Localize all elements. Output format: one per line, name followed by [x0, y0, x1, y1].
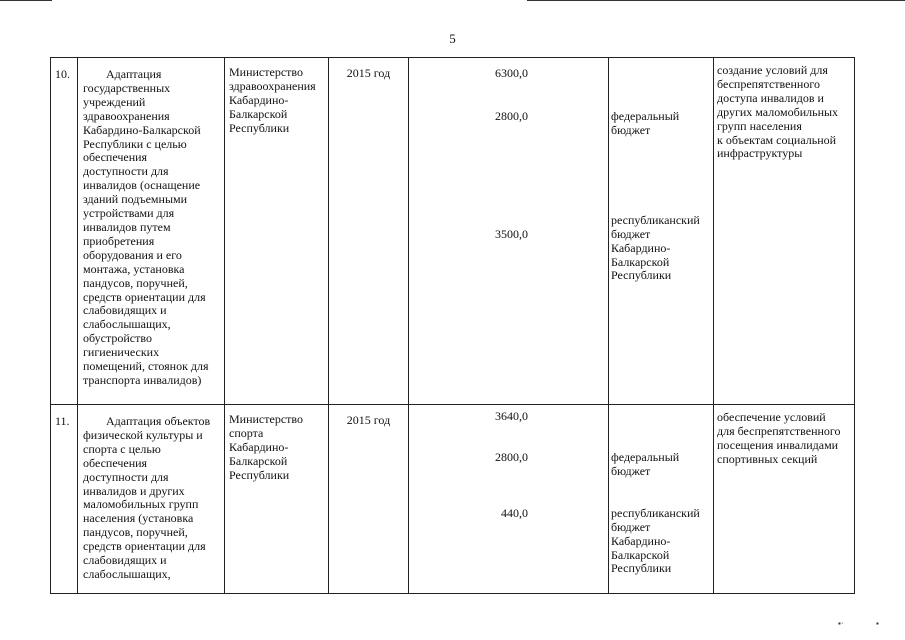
- text-line: пандусов, поручней,: [83, 525, 188, 540]
- activity-description: [78, 405, 225, 594]
- activities-table: [50, 57, 855, 594]
- text-line: спортивных секций: [717, 451, 818, 466]
- text-line: Балкарской: [229, 106, 288, 121]
- text-line: Адаптация объектов: [106, 414, 211, 428]
- amount-federal: 2800,0: [495, 449, 528, 464]
- text-line: федеральный: [611, 450, 680, 464]
- amount-federal: 2800,0: [495, 108, 528, 123]
- funding-amounts: [409, 405, 609, 594]
- text-line: бюджет: [611, 519, 651, 534]
- responsible-organization: [225, 405, 329, 594]
- text-line: Балкарской: [611, 547, 670, 562]
- funding-sources: [609, 405, 714, 594]
- text-line: бюджет: [611, 122, 651, 137]
- text-line: пандусов, поручней,: [83, 275, 188, 290]
- scan-artifact-line-left: [0, 0, 52, 1]
- text-line: для беспрепятственного: [717, 423, 841, 438]
- implementation-year: 2015 год: [329, 58, 409, 405]
- funding-amounts: [409, 58, 609, 405]
- text-line: физической культуры и: [83, 427, 203, 442]
- row-number: 11.: [51, 405, 78, 594]
- text-line: обеспечение условий: [717, 410, 826, 424]
- text-line: Министерство: [229, 412, 303, 426]
- text-line: оборудования и его: [83, 247, 182, 262]
- text-line: Республики: [611, 268, 672, 283]
- text-line: Республики с целью: [83, 136, 187, 151]
- text-line: приобретения: [83, 233, 155, 248]
- text-line: инвалидов (оснащение: [83, 178, 201, 193]
- text-line: групп населения: [717, 118, 802, 133]
- text-line: инфраструктуры: [717, 146, 803, 161]
- text-line: Кабардино-: [229, 92, 289, 107]
- text-line: обеспечения: [83, 150, 148, 165]
- text-line: Республики: [611, 561, 672, 576]
- text-line: Балкарской: [611, 254, 670, 269]
- text-line: Министерство: [229, 65, 303, 79]
- expected-result: [714, 58, 855, 405]
- amount-total: 6300,0: [495, 66, 528, 80]
- text-line: слабовидящих и: [83, 303, 167, 318]
- text-line: спорта: [229, 425, 264, 440]
- table-row-10: [51, 58, 855, 405]
- scan-speck: ▪: [876, 619, 879, 628]
- text-line: бюджет: [611, 226, 651, 241]
- text-line: федеральный: [611, 109, 680, 123]
- text-line: помещений, стоянок для: [83, 359, 209, 374]
- text-line: Республики: [229, 467, 290, 482]
- activity-description: [78, 58, 225, 405]
- text-line: слабовидящих и: [83, 553, 167, 568]
- text-line: государственных: [83, 80, 171, 95]
- text-line: обеспечения: [83, 455, 148, 470]
- text-line: Адаптация: [106, 67, 162, 81]
- responsible-organization: [225, 58, 329, 405]
- scan-speck: ▪·: [838, 619, 844, 628]
- amount-regional: 3500,0: [495, 226, 528, 241]
- amount-regional: 440,0: [501, 505, 528, 520]
- text-line: обустройство: [83, 331, 152, 346]
- text-line: республиканский: [611, 505, 700, 520]
- text-line: здравоохранения: [229, 78, 316, 93]
- text-line: слабослышащих,: [83, 317, 171, 332]
- text-line: Кабардино-: [611, 533, 671, 548]
- text-line: транспорта инвалидов): [83, 372, 202, 387]
- text-line: Балкарской: [229, 453, 288, 468]
- text-line: средств ориентации для: [83, 539, 206, 554]
- text-line: населения (установка: [83, 511, 194, 526]
- text-line: бюджет: [611, 463, 651, 478]
- text-line: других маломобильных: [717, 104, 839, 119]
- text-line: к объектам социальной: [717, 132, 837, 147]
- table-row-11: [51, 405, 855, 594]
- amount-total: 3640,0: [495, 409, 528, 423]
- text-line: устройствами для: [83, 206, 175, 221]
- text-line: слабослышащих,: [83, 566, 171, 581]
- text-line: доступности для: [83, 164, 169, 179]
- text-line: Кабардино-: [611, 240, 671, 255]
- text-line: инвалидов и других: [83, 483, 185, 498]
- text-line: беспрепятственного: [717, 76, 820, 91]
- text-line: Кабардино-Балкарской: [83, 122, 201, 137]
- expected-result: [714, 405, 855, 594]
- text-line: республиканский: [611, 212, 700, 227]
- text-line: гигиенических: [83, 345, 160, 360]
- text-line: Республики: [229, 120, 290, 135]
- text-line: доступности для: [83, 469, 169, 484]
- text-line: средств ориентации для: [83, 289, 206, 304]
- text-line: инвалидов путем: [83, 219, 171, 234]
- text-line: посещения инвалидами: [717, 437, 839, 452]
- text-line: создание условий для: [717, 63, 828, 77]
- implementation-year: 2015 год: [329, 405, 409, 594]
- text-line: монтажа, установка: [83, 261, 185, 276]
- funding-sources: [609, 58, 714, 405]
- page-number: 5: [449, 31, 456, 46]
- text-line: учреждений: [83, 94, 146, 109]
- text-line: зданий подъемными: [83, 192, 188, 207]
- text-line: доступа инвалидов и: [717, 90, 824, 105]
- text-line: Кабардино-: [229, 439, 289, 454]
- text-line: спорта с целью: [83, 441, 161, 456]
- row-number: 10.: [51, 58, 78, 405]
- text-line: маломобильных групп: [83, 497, 199, 512]
- text-line: здравоохранения: [83, 108, 170, 123]
- scan-artifact-line-right: [527, 0, 905, 1]
